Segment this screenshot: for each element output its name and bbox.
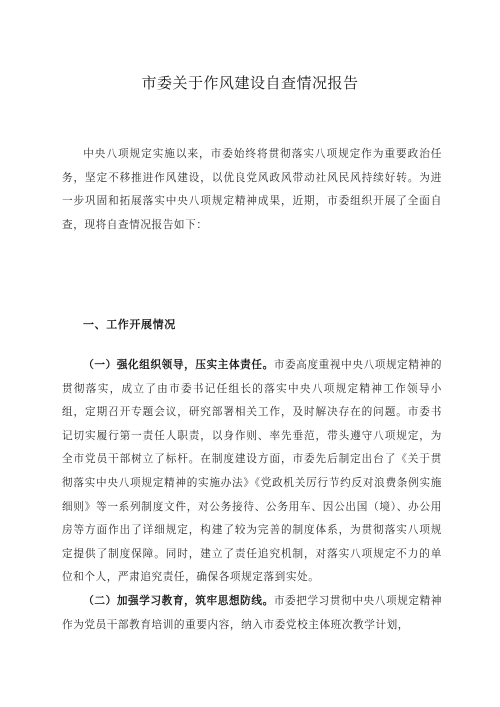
sub2-body: 市委把学习贯彻中央八项规定精神作为党员干部教育培训的重要内容，纳入市委党校主体班次教学计划， [62, 595, 443, 631]
paragraph-sub1 [62, 354, 442, 590]
sub1-body: 市委高度重视中央八项规定精神的贯彻落实，成立了由市委书记任组长的落实中央八项规定精神工作领导小组，定期召开专题会议，研究部署相关工作，及时解决存在的问题。市委书记切实履行第一责任人职责，以身作则、率先垂范，带头遵守八项规定，为全市党员干部树立了标杆。在制度建设方面，市委先后制定出台了《关于贯彻落实中央八项规定精神的实施办法》《党政机关厉行节约反对浪费条例实施细则》等一系列制度文件，对公务接待、公务用车、因公出国（境）、办公用房等方面作出了详细规定，构建了较为完善的制度体系，为贯彻落实八项规定提供了制度保障。同时，建立了责任追究机制，对落实八项规定不力的单位和个人，严肃追究责任，确保各项规定落到实处。 [62, 359, 443, 584]
intro-paragraph: 中央八项规定实施以来，市委始终将贯彻落实八项规定作为重要政治任务，坚定不移推进作风建设，以优良党风政风带动社风民风持续好转。为进一步巩固和拓展落实中央八项规定精神成果，近期，市委组织开展了全面自查，现将自查情况报告如下： [62, 148, 442, 231]
document-title: 市委关于作风建设自查情况报告 [141, 74, 359, 92]
sub-heading-2: （二）加强学习教育，筑牢思想防线。 [83, 595, 274, 607]
section-heading-1: 一、工作开展情况 [83, 318, 176, 331]
sub-heading-1: （一）强化组织领导，压实主体责任。 [83, 359, 274, 371]
paragraph-sub2 [62, 590, 442, 637]
